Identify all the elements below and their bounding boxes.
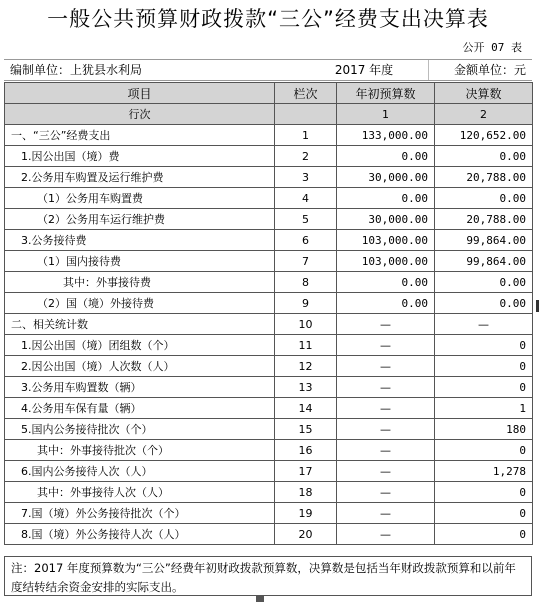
row-item: 8.国（境）外公务接待人次（人） [5, 524, 275, 545]
index-column [275, 104, 337, 125]
header-item: 项目 [5, 83, 275, 104]
row-column-number: 4 [275, 188, 337, 209]
row-column-number: 11 [275, 335, 337, 356]
row-column-number: 18 [275, 482, 337, 503]
row-final: 0.00 [435, 293, 533, 314]
table-row [5, 293, 533, 314]
row-item: （1）公务用车购置费 [5, 188, 275, 209]
fiscal-year: 2017 年度 [334, 63, 394, 77]
table-row [5, 482, 533, 503]
row-budget: — [337, 524, 435, 545]
table-row [5, 209, 533, 230]
index-row [5, 104, 533, 125]
table-row [5, 461, 533, 482]
row-column-number: 15 [275, 419, 337, 440]
row-item: 7.国（境）外公务接待批次（个） [5, 503, 275, 524]
header-budget: 年初预算数 [337, 83, 435, 104]
header-column: 栏次 [275, 83, 337, 104]
row-item: （1）国内接待费 [5, 251, 275, 272]
row-budget: — [337, 461, 435, 482]
row-column-number: 17 [275, 461, 337, 482]
table-row [5, 314, 533, 335]
row-column-number: 6 [275, 230, 337, 251]
table-row [5, 167, 533, 188]
row-item: 一、“三公”经费支出 [5, 125, 275, 146]
row-column-number: 3 [275, 167, 337, 188]
row-column-number: 1 [275, 125, 337, 146]
row-final: — [435, 314, 533, 335]
table-header-row [5, 83, 533, 104]
row-final: 0.00 [435, 188, 533, 209]
row-item: 2.公务用车购置及运行维护费 [5, 167, 275, 188]
row-item: 1.因公出国（境）团组数（个） [5, 335, 275, 356]
row-item: 4.公务用车保有量（辆） [5, 398, 275, 419]
row-column-number: 19 [275, 503, 337, 524]
row-column-number: 14 [275, 398, 337, 419]
row-final: 0 [435, 482, 533, 503]
row-final: 180 [435, 419, 533, 440]
row-column-number: 5 [275, 209, 337, 230]
row-item: 5.国内公务接待批次（个） [5, 419, 275, 440]
row-item: （2）国（境）外接待费 [5, 293, 275, 314]
row-column-number: 2 [275, 146, 337, 167]
page-marker [256, 596, 264, 602]
row-final: 0 [435, 524, 533, 545]
row-budget: — [337, 335, 435, 356]
row-column-number: 10 [275, 314, 337, 335]
row-budget: — [337, 503, 435, 524]
row-budget: — [337, 419, 435, 440]
row-budget: 30,000.00 [337, 209, 435, 230]
table-row [5, 146, 533, 167]
row-budget: 133,000.00 [337, 125, 435, 146]
row-column-number: 13 [275, 377, 337, 398]
row-budget: — [337, 314, 435, 335]
meta-divider [428, 60, 429, 80]
row-item: 3.公务用车购置数（辆） [5, 377, 275, 398]
row-budget: — [337, 482, 435, 503]
row-column-number: 7 [275, 251, 337, 272]
row-budget: 103,000.00 [337, 230, 435, 251]
expense-table [4, 82, 533, 545]
row-budget: 0.00 [337, 293, 435, 314]
header-final: 决算数 [435, 83, 533, 104]
row-final: 99,864.00 [435, 251, 533, 272]
row-budget: — [337, 398, 435, 419]
table-body [5, 125, 533, 545]
table-row [5, 188, 533, 209]
index-final: 2 [435, 104, 533, 125]
row-column-number: 9 [275, 293, 337, 314]
row-budget: — [337, 440, 435, 461]
report-meta-bar [4, 59, 532, 81]
currency-unit: 金额单位：元 [453, 63, 526, 77]
row-final: 20,788.00 [435, 209, 533, 230]
row-item: 3.公务接待费 [5, 230, 275, 251]
row-final: 0 [435, 377, 533, 398]
row-final: 1 [435, 398, 533, 419]
row-item: 其中：外事接待人次（人） [5, 482, 275, 503]
table-row [5, 230, 533, 251]
row-final: 0.00 [435, 272, 533, 293]
row-column-number: 12 [275, 356, 337, 377]
row-final: 0 [435, 356, 533, 377]
row-item: 2.因公出国（境）人次数（人） [5, 356, 275, 377]
edge-marker [536, 300, 539, 312]
row-item: 6.国内公务接待人次（人） [5, 461, 275, 482]
row-final: 99,864.00 [435, 230, 533, 251]
row-item: 1.因公出国（境）费 [5, 146, 275, 167]
row-final: 0 [435, 335, 533, 356]
table-row [5, 377, 533, 398]
row-final: 0.00 [435, 146, 533, 167]
row-column-number: 20 [275, 524, 337, 545]
row-final: 120,652.00 [435, 125, 533, 146]
row-column-number: 8 [275, 272, 337, 293]
row-item: 其中：外事接待批次（个） [5, 440, 275, 461]
row-budget: 103,000.00 [337, 251, 435, 272]
report-title: 一般公共预算财政拨款“三公”经费支出决算表 [47, 7, 489, 31]
table-row [5, 440, 533, 461]
table-row [5, 398, 533, 419]
table-row [5, 125, 533, 146]
row-final: 0 [435, 440, 533, 461]
reporting-unit: 编制单位：上犹县水利局 [10, 63, 143, 77]
index-label: 行次 [5, 104, 275, 125]
row-budget: 0.00 [337, 188, 435, 209]
table-row [5, 524, 533, 545]
table-row [5, 335, 533, 356]
row-budget: 0.00 [337, 146, 435, 167]
row-budget: — [337, 377, 435, 398]
row-final: 1,278 [435, 461, 533, 482]
table-row [5, 419, 533, 440]
row-final: 0 [435, 503, 533, 524]
row-budget: 30,000.00 [337, 167, 435, 188]
table-row [5, 503, 533, 524]
table-row [5, 356, 533, 377]
row-final: 20,788.00 [435, 167, 533, 188]
row-budget: 0.00 [337, 272, 435, 293]
row-item: （2）公务用车运行维护费 [5, 209, 275, 230]
footnote: 注：2017 年度预算数为“三公”经费年初财政拨款预算数，决算数是包括当年财政拨款预算和以前年度结转结余资金安排的实际支出。 [4, 556, 532, 596]
row-column-number: 16 [275, 440, 337, 461]
index-budget: 1 [337, 104, 435, 125]
row-budget: — [337, 356, 435, 377]
row-item: 二、相关统计数 [5, 314, 275, 335]
table-row [5, 251, 533, 272]
table-row [5, 272, 533, 293]
row-item: 其中：外事接待费 [5, 272, 275, 293]
form-code: 公开 07 表 [462, 41, 522, 54]
